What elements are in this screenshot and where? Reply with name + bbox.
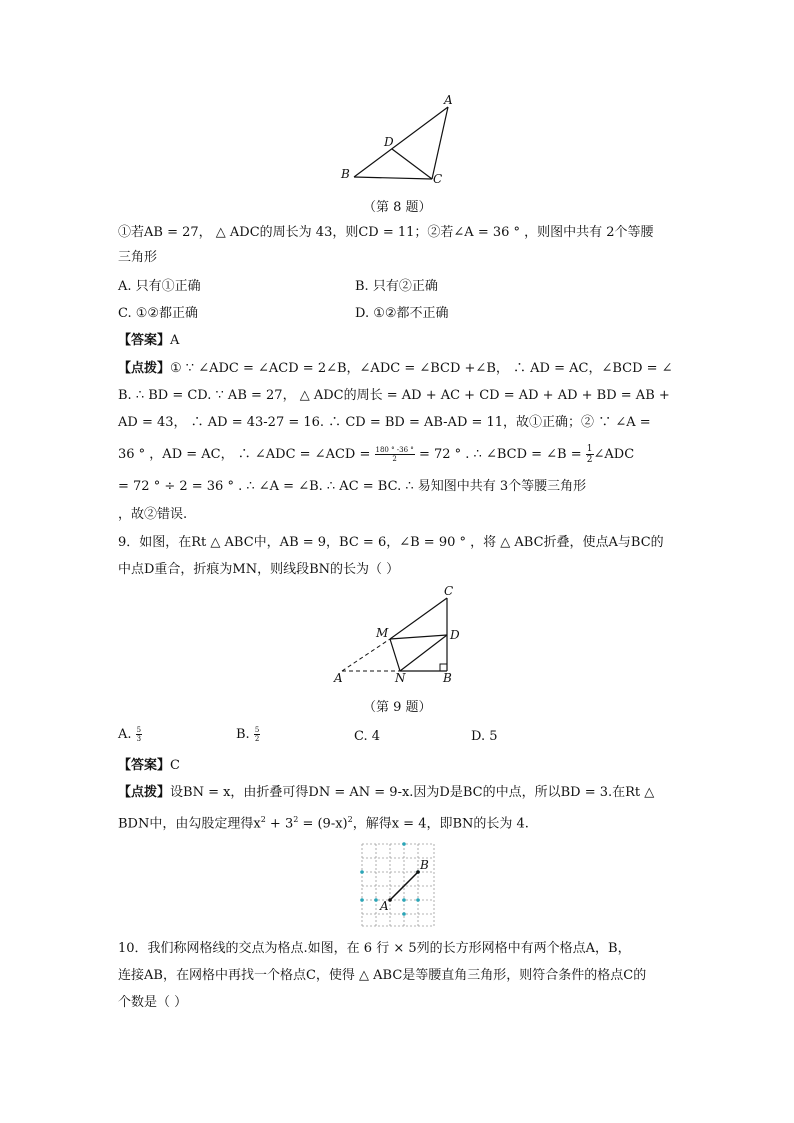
hint4-part-c: ∠ADC [593,447,635,462]
option-label: A. [118,727,132,742]
label-A: A [334,671,343,685]
segment-AB [354,107,448,177]
point-A [388,898,392,902]
label-C: C [444,584,454,598]
q9-hint-line2 [118,811,529,833]
fraction-denominator: 2 [586,455,593,465]
q8-option-d: D. ①②都不正确 [355,306,449,321]
right-angle-mark [440,664,447,671]
label-M: M [376,626,389,640]
label-A: A [380,899,389,913]
segment-MN [390,639,400,671]
segment-AM-dashed [342,639,390,671]
q9-stem-line2: 中点D重合，折痕为MN，则线段BN的长为（ ） [118,562,400,577]
label-B: B [420,858,429,872]
label-C: C [433,172,443,186]
answer-label: 【答案】 [118,758,171,773]
figure-q8-triangle [330,92,470,192]
q8-option-b: B. 只有②正确 [355,279,438,294]
fraction-denominator: 2 [392,455,397,463]
answer-label: 【答案】 [118,333,171,348]
segment-DC [392,149,432,179]
hint4-part-b: = 72 ° . ∴ ∠BCD = ∠B = [414,447,586,462]
label-B: B [443,671,452,685]
option-label: B. [236,727,250,742]
q9-option-c: C. 4 [354,729,381,744]
exponent: 2 [260,815,266,824]
grid-lines [362,844,434,926]
q8-stem-line1: ①若AB = 27， △ ADC的周长为 43，则CD = 11；②若∠A = 36 ° ，则图中共有 2个等腰 [118,225,654,240]
figure-q8-caption: （第 8 题） [363,200,432,215]
q8-answer [118,332,179,350]
label-D: D [384,135,394,149]
hint-text: 设BN = x，由折叠可得DN = AN = 9-x.因为D是BC的中点，所以BD = 3.在Rt △ [170,785,655,800]
q8-option-c: C. ①②都正确 [118,306,199,321]
hint-label: 【点拨】 [118,785,171,800]
q8-hint-line1 [118,360,673,378]
segment-BC [354,177,432,179]
answer-value: C [170,758,180,773]
q9-option-b [236,726,260,744]
fraction-half [586,444,594,465]
q9-answer [118,757,180,775]
option-fraction [254,726,260,743]
segment-MD [390,635,447,639]
fraction-numerator: 5 [254,726,260,734]
label-N: N [395,671,406,685]
label-D: D [450,628,460,642]
exponent: 2 [347,815,353,824]
hint-label: 【点拨】 [118,361,171,376]
q8-hint-line2: B. ∴ BD = CD. ∵ AB = 27， △ ADC的周长 = AD + AC + CD = AD + AD + BD = AB + [118,388,670,403]
q8-hint-line3: AD = 43， ∴ AD = 43-27 = 16. ∴ CD = BD = AB-AD = 11，故①正确；② ∵ ∠A = [118,415,651,430]
exponent: 2 [293,815,299,824]
figure-q10-grid [358,840,438,930]
fraction-numerator: 180 ° -36 ° [375,446,414,454]
q10-stem-line1: 10．我们称网格线的交点为格点.如图，在 6 行 × 5列的长方形网格中有两个格点A，B， [118,941,631,956]
fraction-numerator: 5 [136,726,142,734]
option-fraction [136,726,142,743]
hint2-part-b: + 3 [265,816,294,832]
figure-q9-fold [330,582,465,687]
fraction-numerator: 1 [586,444,593,454]
fraction-denominator: 2 [254,735,260,743]
q8-hint-line6: ，故②错误. [118,507,188,522]
q8-option-a: A. 只有①正确 [118,279,201,294]
answer-value: A [170,333,180,348]
label-B: B [341,167,350,181]
hint2-part-c: = (9-x) [298,816,348,832]
q9-option-a [118,726,142,744]
hint2-part-a: BDN中，由勾股定理得x [118,816,261,832]
q9-stem-line1: 9．如图，在Rt △ ABC中，AB = 9，BC = 6，∠B = 90 ° ，将 △ ABC折叠，使点A与BC的 [118,535,664,550]
fraction-angle [375,446,415,463]
q8-hint-line4 [118,444,634,465]
q10-stem-line3: 个数是（ ） [118,995,188,1010]
figure-q9-caption: （第 9 题） [363,700,432,715]
q9-option-d: D. 5 [471,729,498,744]
hint-text: ① ∵ ∠ADC = ∠ACD = 2∠B，∠ADC = ∠BCD +∠B， ∴ AD = AC，∠BCD = ∠ [170,361,673,376]
q10-stem-line2: 连接AB，在网格中再找一个格点C，使得 △ ABC是等腰直角三角形，则符合条件的格点C的 [118,968,647,983]
fraction-denominator: 3 [136,735,142,743]
label-A: A [444,93,453,107]
q8-stem-line2: 三角形 [118,250,158,265]
q8-hint-line5: = 72 ° ÷ 2 = 36 ° . ∴ ∠A = ∠B. ∴ AC = BC. ∴ 易知图中共有 3个等腰三角形 [118,479,587,494]
q9-hint-line1 [118,784,654,802]
hint2-part-d: ，解得x = 4，即BN的长为 4. [352,816,529,832]
hint4-part-a: 36 ° ，AD = AC， ∴ ∠ADC = ∠ACD = [118,447,375,462]
segment-MC [390,598,447,639]
